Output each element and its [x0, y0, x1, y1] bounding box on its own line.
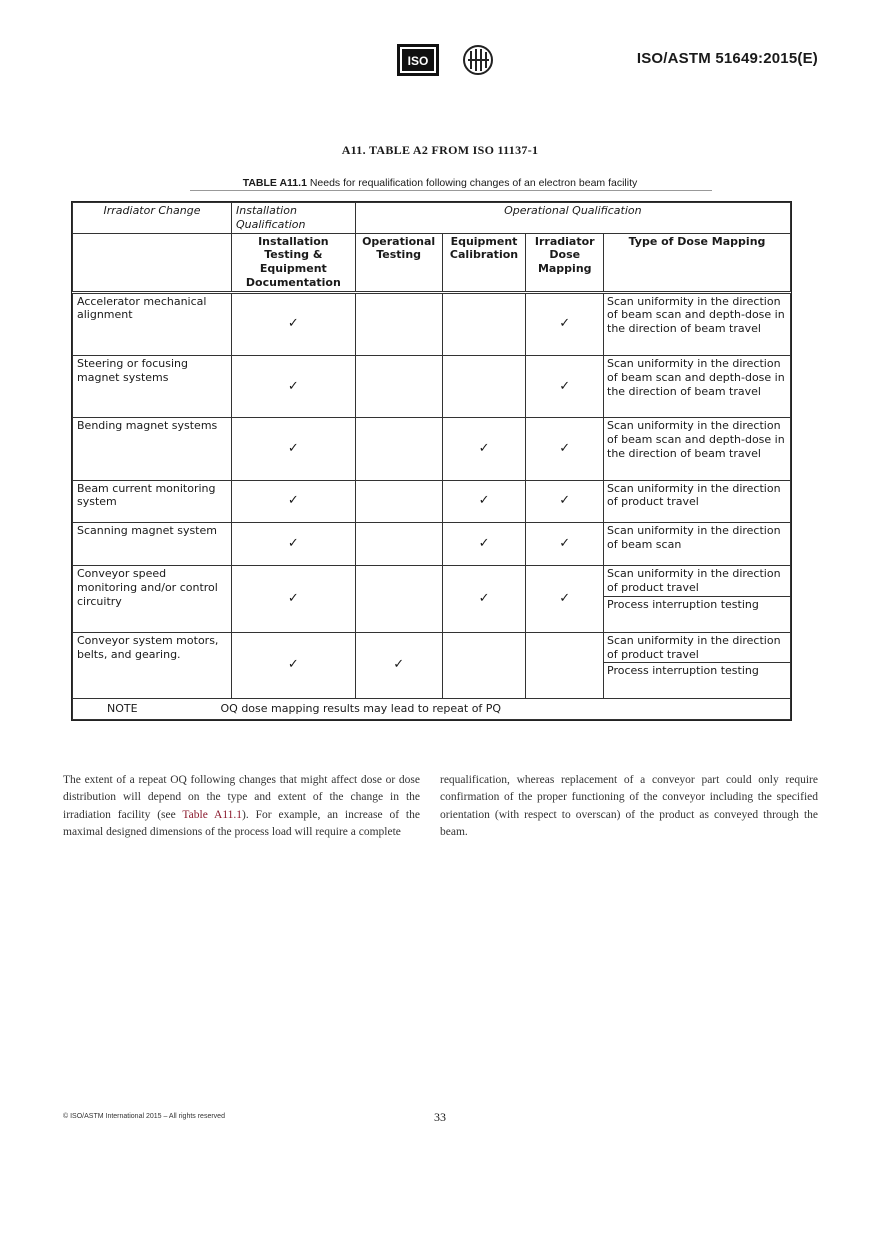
requalification-table	[71, 201, 792, 721]
dose-mapping-cell	[604, 292, 791, 356]
empty-cell	[355, 480, 442, 523]
empty-cell	[442, 356, 526, 418]
note-text: OQ dose mapping results may lead to repeat of PQ	[220, 702, 502, 716]
check-mark-icon: ✓	[232, 418, 356, 480]
dose-mapping-cell	[604, 523, 791, 566]
dose-mapping-text: Scan uniformity in the direction of beam scan and depth-dose in the direction of beam travel	[607, 357, 785, 398]
check-mark-icon: ✓	[526, 566, 604, 632]
irradiator-change-cell: Conveyor system motors, belts, and gearing.	[73, 632, 232, 699]
check-mark-icon: ✓	[526, 523, 604, 566]
footer-copyright: © ISO/ASTM International 2015 – All rights reserved	[63, 1113, 225, 1120]
table-row	[73, 356, 791, 418]
document-id: ISO/ASTM 51649:2015(E)	[636, 50, 818, 67]
dose-mapping-text: Scan uniformity in the direction of beam scan	[607, 524, 781, 552]
dose-mapping-text: Process interruption testing	[604, 662, 790, 679]
irradiator-change-cell: Bending magnet systems	[73, 418, 232, 480]
check-mark-icon: ✓	[526, 418, 604, 480]
header-blank	[73, 233, 232, 292]
table-caption-text: Needs for requalification following changes of an electron beam facility	[309, 177, 638, 189]
empty-cell	[355, 356, 442, 418]
dose-mapping-text: Scan uniformity in the direction of beam scan and depth-dose in the direction of beam travel	[607, 294, 785, 335]
irradiator-change-cell: Conveyor speed monitoring and/or control circuitry	[73, 566, 232, 632]
body-left-text-1: The extent of a repeat OQ following changes that might affect dose or dose distribution will depend on the type and extent of the change in the irradiation facility (see	[63, 774, 420, 821]
body-left-text-2: ). For example, an increase of the maximal designed dimensions of the process load will require a complete	[63, 808, 420, 838]
irradiator-change-cell: Accelerator mechanical alignment	[73, 292, 232, 356]
empty-cell	[355, 566, 442, 632]
empty-cell	[355, 292, 442, 356]
check-mark-icon: ✓	[442, 523, 526, 566]
table-row	[73, 566, 791, 632]
dose-mapping-text: Process interruption testing	[604, 596, 790, 613]
dose-mapping-text: Scan uniformity in the direction of product travel	[607, 567, 781, 595]
dose-mapping-cell	[604, 632, 791, 699]
irradiator-change-cell: Beam current monitoring system	[73, 480, 232, 523]
check-mark-icon: ✓	[232, 632, 356, 699]
irradiator-change-cell: Scanning magnet system	[73, 523, 232, 566]
table-row	[73, 480, 791, 523]
empty-cell	[442, 632, 526, 699]
table-body	[73, 292, 791, 699]
astm-logo-icon	[462, 43, 494, 77]
table-caption-label: TABLE A11.1	[242, 177, 307, 189]
iso-logo-text: ISO	[407, 54, 429, 68]
check-mark-icon: ✓	[355, 632, 442, 699]
table-cross-reference-link[interactable]: Table A11.1	[182, 808, 243, 821]
dose-mapping-text: Scan uniformity in the direction of product travel	[607, 481, 781, 509]
note-label: NOTE	[107, 702, 138, 716]
subheader-equipment-calibration: Equipment Calibration	[442, 233, 526, 292]
table-row	[73, 632, 791, 699]
subheader-type-of-dose-mapping: Type of Dose Mapping	[604, 233, 791, 292]
header-operational-qualification: Operational Qualification	[355, 203, 790, 234]
dose-mapping-cell	[604, 418, 791, 480]
empty-cell	[526, 632, 604, 699]
check-mark-icon: ✓	[442, 480, 526, 523]
empty-cell	[355, 523, 442, 566]
check-mark-icon: ✓	[232, 566, 356, 632]
table-row	[73, 418, 791, 480]
dose-mapping-text: Scan uniformity in the direction of beam scan and depth-dose in the direction of beam travel	[607, 419, 785, 460]
header-installation-qualification: Installation Qualification	[232, 203, 356, 234]
body-paragraph-right: requalification, whereas replacement of a conveyor part could only require confirmation of the proper functioning of the conveyor including the specified orientation (with respect to overscan) of the product as conveyed through the beam.	[440, 774, 818, 838]
dose-mapping-cell	[604, 356, 791, 418]
check-mark-icon: ✓	[526, 480, 604, 523]
subheader-installation-testing: Installation Testing & Equipment Documentation	[232, 233, 356, 292]
table-row	[73, 292, 791, 356]
check-mark-icon: ✓	[232, 523, 356, 566]
dose-mapping-cell	[604, 480, 791, 523]
annex-heading: A11. TABLE A2 FROM ISO 11137-1	[341, 143, 539, 157]
subheader-operational-testing: Operational Testing	[355, 233, 442, 292]
dose-mapping-text: Scan uniformity in the direction of product travel	[607, 633, 781, 661]
table-caption	[0, 177, 880, 189]
check-mark-icon: ✓	[526, 292, 604, 356]
table-row	[73, 523, 791, 566]
header-irradiator-change: Irradiator Change	[73, 203, 232, 234]
iso-logo-icon	[396, 43, 440, 77]
table-note	[73, 699, 791, 720]
check-mark-icon: ✓	[232, 292, 356, 356]
check-mark-icon: ✓	[232, 480, 356, 523]
body-paragraph-left	[63, 772, 420, 841]
check-mark-icon: ✓	[232, 356, 356, 418]
check-mark-icon: ✓	[442, 566, 526, 632]
page-number: 33	[434, 1110, 446, 1124]
dose-mapping-cell	[604, 566, 791, 632]
check-mark-icon: ✓	[526, 356, 604, 418]
empty-cell	[355, 418, 442, 480]
header-logos	[396, 42, 494, 78]
check-mark-icon: ✓	[442, 418, 526, 480]
irradiator-change-cell: Steering or focusing magnet systems	[73, 356, 232, 418]
subheader-irradiator-dose-mapping: Irradiator Dose Mapping	[526, 233, 604, 292]
caption-rule	[190, 190, 712, 191]
empty-cell	[442, 292, 526, 356]
